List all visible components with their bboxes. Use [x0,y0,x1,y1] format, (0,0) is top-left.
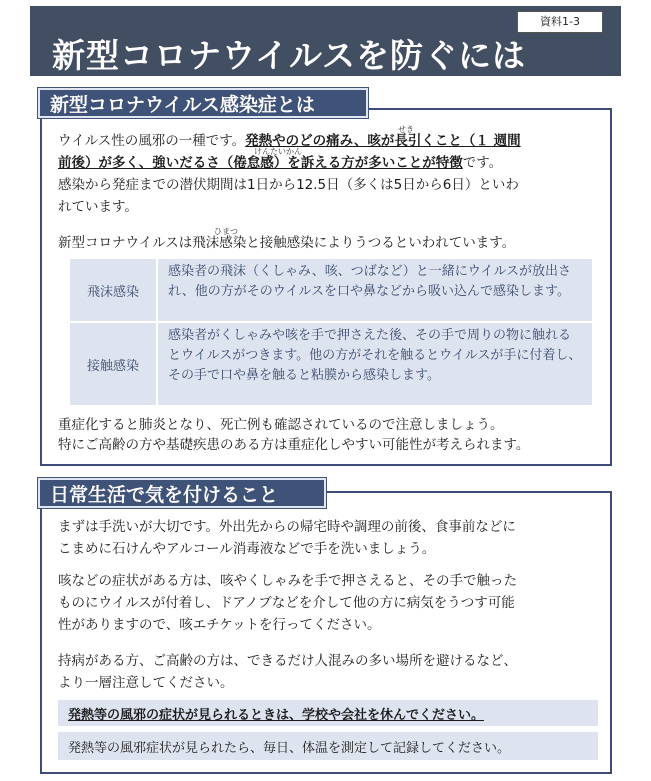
section1-incubation-line1: 感染から発症までの潜伏期間は1日から12.5日（多くは5日から6日）といわ [58,177,519,193]
document-label: 資料1-3 [517,11,603,33]
ruby-kentaikan: けんたいかん [254,147,302,156]
table-row-contact [70,323,592,405]
table-text-droplet: 感染者の飛沫（くしゃみ、咳、つばなど）と一緒にウイルスが放出され、他の方がそのウイルスを口や鼻などから吸い込んで感染します。 [158,259,592,321]
section1-paragraph-1 [58,130,598,152]
section1-severity-line2: 特にご高齢の方や基礎疾患のある方は重症化しやすい可能性が考えられます。 [58,437,530,453]
section2-caution-line1: 持病がある方、ご高齢の方は、できるだけ人混みの多い場所を避けるなど、 [58,653,517,669]
header-banner [30,6,621,76]
table-text-contact: 感染者がくしゃみや咳を手で押さえた後、その手で周りの物に触れるとウイルスがつきます。他の方がそれを触るとウイルスが手に付着し、その手で口や鼻を触ると粘膜から感染します。 [158,323,592,405]
notice-measure-temperature: 発熱等の風邪症状が見られたら、毎日、体温を測定して記録してください。 [58,732,598,760]
page-title: 新型コロナウイルスを防ぐには [52,36,527,75]
section-daily-life-title: 日常生活で気を付けること [38,478,326,508]
section2-handwash-line1: まずは手洗いが大切です。外出先からの帰宅時や調理の前後、食事前などに [58,519,516,535]
section-about-covid-title: 新型コロナウイルス感染症とは [38,88,368,118]
section1-severity-line1: 重症化すると肺炎となり、死亡例も確認されているので注意しましょう。 [58,417,504,433]
p1-intro: ウイルス性の風邪の一種です。 [58,133,246,149]
section2-etiquette-line1: 咳などの症状がある方は、咳やくしゃみを手で押さえると、その手で触った [58,573,517,589]
section2-caution-line2: より一層注意してください。 [58,675,234,691]
ruby-seki: せき [398,125,414,134]
ruby-himatsu: ひまつ [214,227,238,236]
p1-emphasis-1: 発熱やのどの痛み、咳が長引くこと（１ 週間 [245,133,521,149]
section2-etiquette-line2: ものにウイルスが付着し、ドアノブなどを介して他の方に病気をうつす可能 [58,595,515,611]
section1-paragraph-1-cont [58,152,603,174]
table-label-droplet: 飛沫感染 [70,259,158,321]
notice-stay-home: 発熱等の風邪の症状が見られるときは、学校や会社を休んでください。 [58,700,598,726]
p1-end: です。 [462,155,503,171]
section2-etiquette-line3: 性がありますので、咳エチケットを行ってください。 [58,617,381,633]
table-row-droplet [70,259,592,321]
table-label-contact: 接触感染 [70,323,158,405]
section2-handwash-line2: こまめに石けんやアルコール消毒液などで手を洗いましょう。 [58,541,436,557]
section1-incubation-line2: れています。 [58,199,138,215]
p1-emphasis-2: 前後）が多く、強いだるさ（倦怠感）を訴える方が多いことが特徴 [58,155,463,171]
section1-transmission-intro: 新型コロナウイルスは飛沫感染と接触感染によりうつるといわれています。 [58,235,516,251]
